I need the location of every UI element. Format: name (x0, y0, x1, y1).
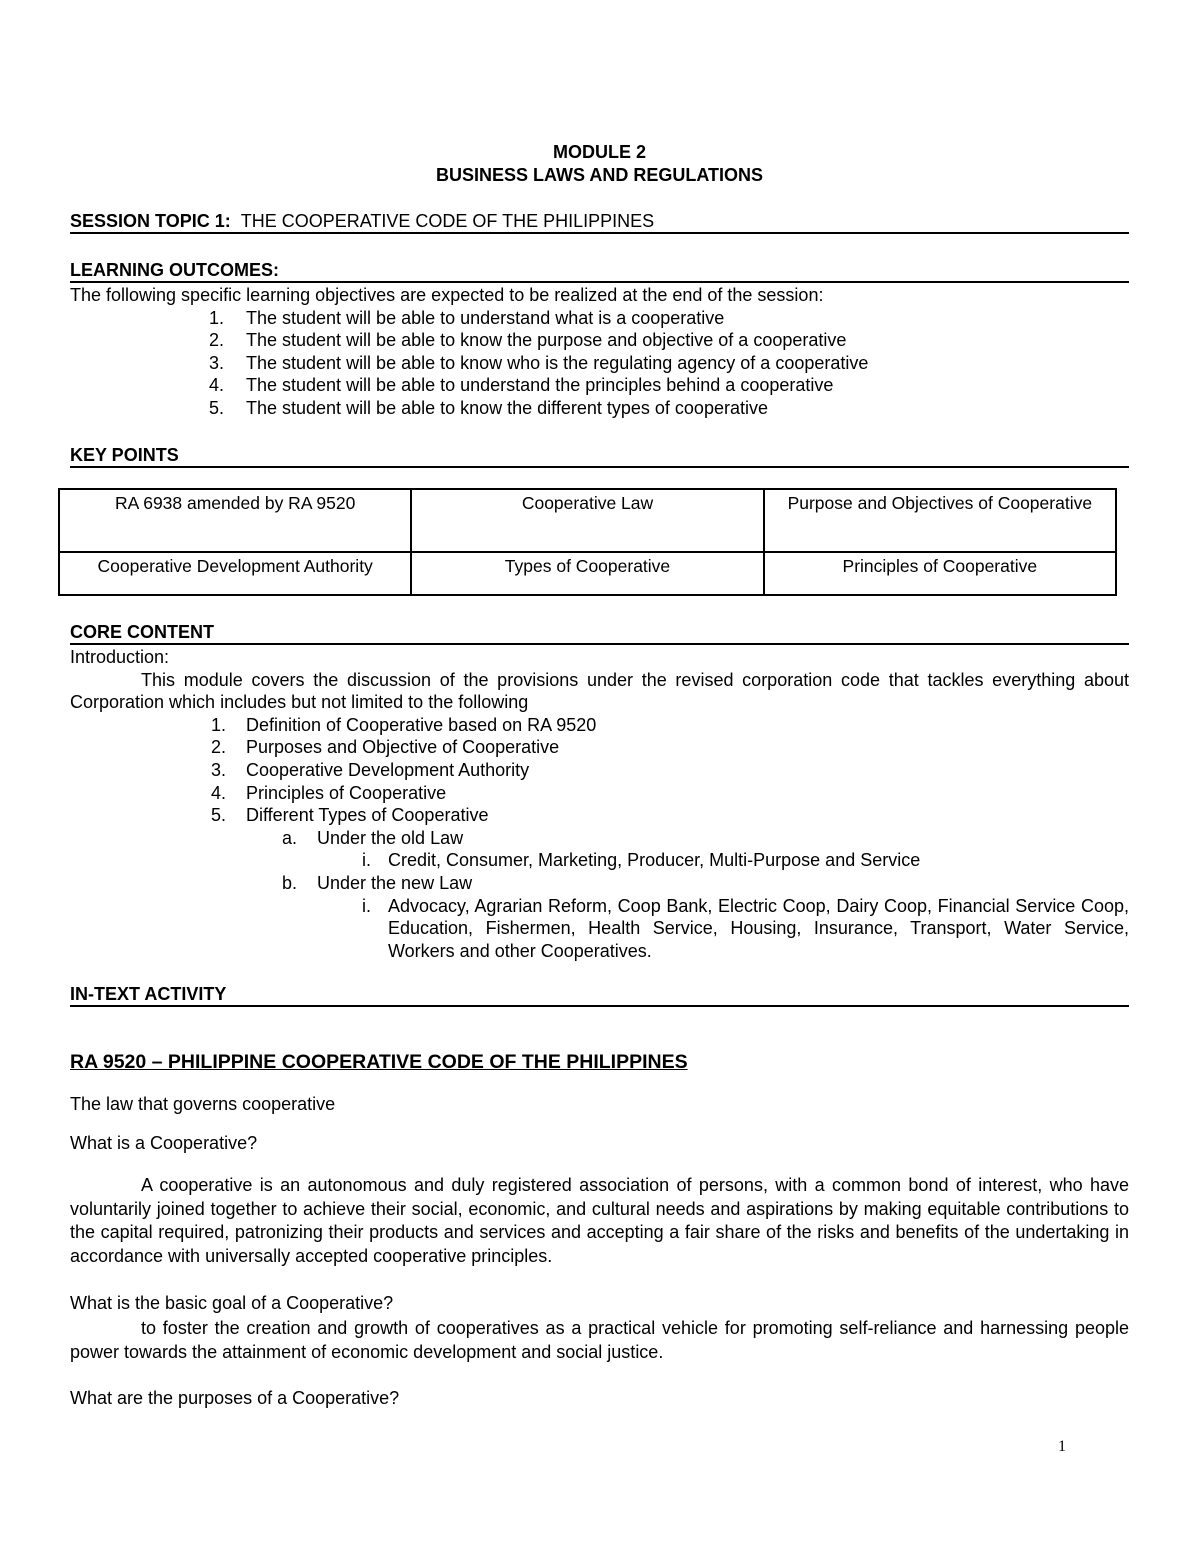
law-line: The law that governs cooperative (70, 1094, 336, 1114)
session-topic-label: SESSION TOPIC 1: (70, 211, 231, 231)
list-item: a. Under the old Law i. Credit, Consumer, Marketing, Producer, Multi-Purpose and Service (317, 827, 1129, 872)
session-topic-title: THE COOPERATIVE CODE OF THE PHILIPPINES (240, 211, 655, 231)
core-content-list (70, 714, 1129, 963)
list-item: i. Advocacy, Agrarian Reform, Coop Bank, Electric Coop, Dairy Coop, Financial Service Coop, Education, Fishermen, Health Service, Housing, Insurance, Transport, Water Service, Workers and other Cooperatives. (362, 895, 1129, 961)
list-item: 4. Principles of Cooperative (211, 782, 447, 803)
module-label: MODULE 2 (552, 142, 646, 162)
learning-outcomes-heading: LEARNING OUTCOMES: (70, 260, 1129, 283)
table-row (59, 552, 1116, 595)
introduction-text: This module covers the discussion of the provisions under the revised corporation code that tackles everything about Corporation which includes but not limited to the following (70, 669, 1129, 713)
sub-list (246, 827, 1129, 963)
answer-basic-goal: to foster the creation and growth of cooperatives as a practical vehicle for promoting self-reliance and harnessing people power towards the attainment of economic development and social justice. (70, 1318, 1129, 1362)
page-number: 1 (1058, 1438, 1066, 1455)
question-basic-goal: What is the basic goal of a Cooperative? (70, 1293, 394, 1313)
table-cell: Cooperative Law (411, 489, 763, 552)
learning-outcomes-section (70, 284, 1129, 420)
introduction-label: Introduction: (70, 647, 170, 667)
in-text-activity-heading: IN-TEXT ACTIVITY (70, 984, 1129, 1007)
sub-sub-list (317, 895, 1129, 963)
answer-what-is-cooperative: A cooperative is an autonomous and duly registered association of persons, with a common bond of interest, who have voluntarily joined together to achieve their social, economic, and cultural needs and aspirations by making equitable contributions to the capital required, patronizing their products and services and accepting a fair share of the risks and benefits of the undertaking in accordance with universally accepted cooperative principles. (70, 1175, 1129, 1267)
table-cell: RA 6938 amended by RA 9520 (59, 489, 411, 552)
list-item: b. Under the new Law i. Advocacy, Agrarian Reform, Coop Bank, Electric Coop, Dairy Coop, Financial Service Coop, Education, Fishermen, Health Service, Housing, Insurance, Transport, Water Service, Workers and other Cooperatives. (282, 872, 1129, 961)
list-item: 2. Purposes and Objective of Cooperative (211, 737, 560, 758)
question-purposes: What are the purposes of a Cooperative? (70, 1388, 400, 1408)
ra9520-title: RA 9520 – PHILIPPINE COOPERATIVE CODE OF THE PHILIPPINES (70, 1051, 688, 1073)
list-item: i. Credit, Consumer, Marketing, Producer, Multi-Purpose and Service (362, 850, 921, 871)
learning-outcomes-list (70, 307, 1129, 420)
list-item: 3. Cooperative Development Authority (211, 759, 530, 780)
list-item: 1. The student will be able to understand what is a cooperative (209, 307, 725, 328)
table-cell: Types of Cooperative (411, 552, 763, 595)
key-points-heading: KEY POINTS (70, 445, 1129, 468)
list-item: 4. The student will be able to understand the principles behind a cooperative (209, 375, 834, 396)
list-item: 5. Different Types of Cooperative a. Under the old Law i. Credit, Consumer, Marketing, Producer, Multi-Purpose and Service b. Under the new Law i. Advocacy, Agrarian Reform, Coop Bank, Electric Coop, Dairy Coop, Financial Service Coop, Education, Fishermen, Health Service, Housing, Insurance, Transport, Water Service, Workers and other Cooperatives. (211, 805, 1129, 961)
core-content-section (70, 646, 1129, 962)
table-row (59, 489, 1116, 552)
list-item: 2. The student will be able to know the purpose and objective of a cooperative (209, 330, 847, 351)
question-what-is-cooperative: What is a Cooperative? (70, 1133, 258, 1153)
list-item: 5. The student will be able to know the different types of cooperative (209, 397, 768, 418)
module-title: BUSINESS LAWS AND REGULATIONS (435, 165, 763, 185)
sub-sub-list (317, 849, 1129, 872)
list-item: 1. Definition of Cooperative based on RA 9520 (211, 714, 597, 735)
table-cell: Purpose and Objectives of Cooperative (764, 489, 1116, 552)
session-topic-heading (70, 211, 1129, 234)
table-cell: Principles of Cooperative (764, 552, 1116, 595)
list-item: 3. The student will be able to know who is the regulating agency of a cooperative (209, 352, 869, 373)
table-cell: Cooperative Development Authority (59, 552, 411, 595)
learning-outcomes-intro: The following specific learning objectives are expected to be realized at the end of the session: (70, 285, 824, 305)
key-points-table (58, 488, 1117, 596)
core-content-heading: CORE CONTENT (70, 622, 1129, 645)
